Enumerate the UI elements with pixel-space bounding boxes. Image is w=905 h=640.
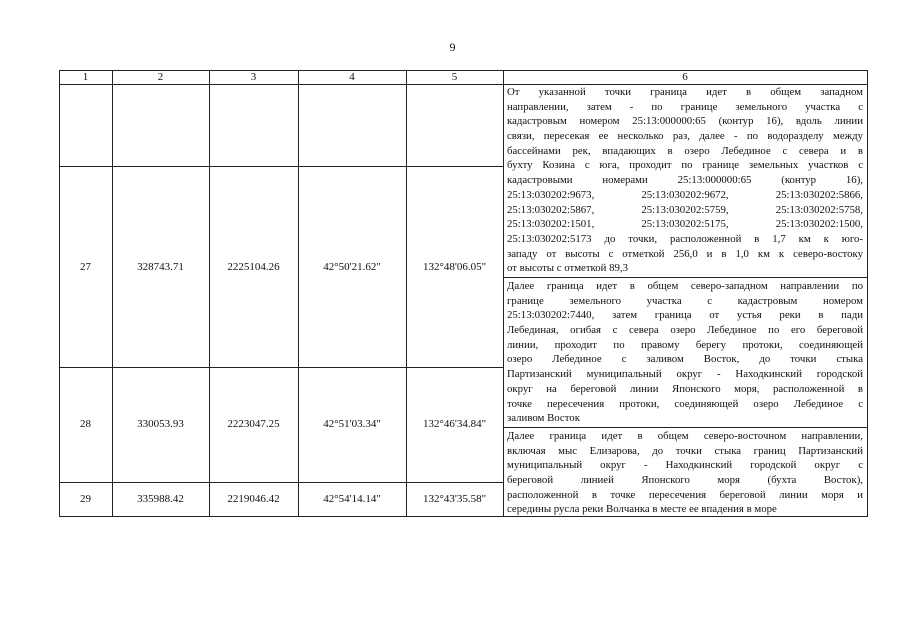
col-border-2 — [209, 70, 210, 517]
description-line: От указанной точки граница идет в общем западном — [507, 86, 863, 98]
description-line: Далее граница идет в общем северо-западном направлении по — [507, 280, 863, 292]
coord-x: 335988.42 — [137, 493, 184, 505]
description-line: Далее граница идет в общем северо-восточном направлении, — [507, 430, 863, 442]
header-col-3: 3 — [250, 71, 257, 83]
description-line: 25:13:030202:1501, 25:13:030202:5175, 25:13:030202:1500, — [507, 218, 863, 231]
page-number: 9 — [449, 40, 456, 54]
description-line: от высоты с отметкой 89,3 — [507, 262, 629, 275]
point-number: 27 — [80, 261, 91, 273]
description-line: 25:13:030202:9673, 25:13:030202:9672, 25:13:030202:5866, — [507, 188, 863, 201]
latitude: 42°51'03.34" — [323, 418, 381, 430]
header-col-6: 6 — [682, 71, 688, 83]
description-line: бухту Козина с юга, проходит по границе земельных участков с — [507, 159, 863, 172]
longitude: 132°48'06.05" — [422, 261, 487, 273]
longitude: 132°46'34.84" — [422, 418, 487, 430]
col-border-1 — [112, 70, 113, 517]
description-line: точке пересечения протоки, соединяющей озеро Лебединое с — [507, 397, 863, 410]
boundary-description-1 — [507, 85, 863, 276]
header-col-5: 5 — [451, 71, 458, 83]
coord-y: 2225104.26 — [227, 261, 280, 273]
coord-y: 2223047.25 — [227, 418, 280, 430]
latitude: 42°54'14.14" — [323, 493, 381, 505]
description-line: округ на береговой линии Японского моря, расположенной в — [507, 382, 863, 395]
latitude: 42°50'21.62" — [323, 261, 381, 273]
description-line: 25:13:030202:7440, затем граница от устья реки в пади — [507, 309, 863, 322]
description-line: кадастровыми номерами 25:13:000000:65 (контур 16), — [507, 174, 863, 187]
description-line: заливом Восток — [507, 412, 580, 425]
header-col-4: 4 — [349, 71, 355, 83]
col-border-3 — [298, 70, 299, 517]
coord-y: 2219046.42 — [227, 493, 280, 505]
description-line: озеро Лебединое с заливом Восток, до точки стыка — [507, 353, 863, 366]
row-divider-right-2 — [503, 427, 868, 428]
row-divider-left-3 — [59, 482, 503, 483]
coord-x: 330053.93 — [137, 418, 184, 430]
description-line: включая мыс Елизарова, до точки стыка границ Партизанский — [507, 444, 863, 457]
row-divider-right-1 — [503, 277, 868, 278]
col-border-6 — [867, 70, 868, 517]
row-divider-left-1 — [59, 166, 503, 167]
description-line: расположенной в точке пересечения береговой линии моря и — [507, 488, 863, 501]
description-line: Партизанский муниципальный округ - Находкинский городской — [507, 368, 863, 381]
row-divider-left-2 — [59, 367, 503, 368]
col-border-5 — [503, 70, 504, 517]
header-col-1: 1 — [82, 71, 89, 83]
description-line: кадастровым номером 25:13:000000:65 (контур 16), вдоль линии — [507, 115, 863, 128]
point-number: 29 — [80, 493, 91, 505]
description-line: 25:13:030202:5867, 25:13:030202:5759, 25:13:030202:5758, — [507, 203, 863, 216]
description-line: муниципальный округ - Находкинский городской округ с — [507, 459, 863, 472]
description-line: направлении, затем - по границе земельного участка с — [507, 100, 863, 113]
description-line: линии, проходит по правому берегу протоки, соединяющей — [507, 338, 863, 351]
description-line: западу от высоты с отметкой 256,0 и в 1,0 км к северо-востоку — [507, 247, 863, 260]
coord-x: 328743.71 — [137, 261, 184, 273]
header-col-2: 2 — [157, 71, 164, 83]
col-border-0 — [59, 70, 60, 517]
col-border-4 — [406, 70, 407, 517]
point-number: 28 — [80, 418, 91, 430]
description-line: бассейнами рек, впадающих в озеро Лебединое с севера и в — [507, 144, 863, 157]
boundary-description-2 — [507, 279, 863, 426]
description-line: 25:13:030202:5173 до точки, расположенной в 1,7 км к юго- — [507, 232, 863, 245]
longitude: 132°43'35.58" — [422, 493, 487, 505]
description-line: связи, пересекая ее несколько раз, далее - по водоразделу между — [507, 130, 863, 143]
description-line: границе земельного участка с кадастровым номером — [507, 294, 863, 307]
description-line: середины русла реки Волчанка в месте ее впадения в море — [507, 503, 777, 516]
boundary-description-3 — [507, 429, 863, 517]
description-line: Лебединая, огибая с севера озеро Лебединое по его береговой — [507, 324, 863, 337]
description-line: береговой линией Японского моря (бухта Восток), — [507, 474, 863, 487]
